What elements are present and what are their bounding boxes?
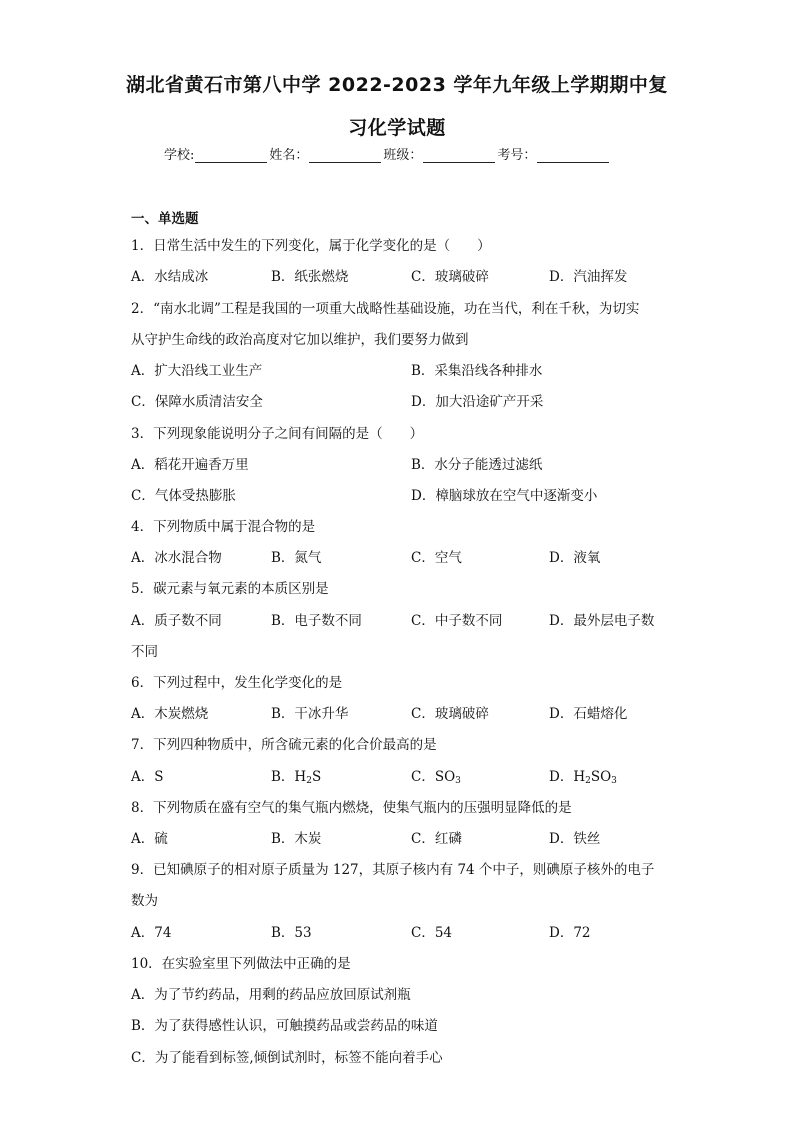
option-b: B．纸张燃烧 (271, 269, 349, 285)
option-a: A．扩大沿线工业生产 (131, 363, 263, 379)
option-c: C．玻璃破碎 (411, 706, 489, 722)
exam-title-line1: 湖北省黄石市第八中学 2022-2023 学年九年级上学期期中复 (126, 74, 668, 96)
option-c: C．保障水质清洁安全 (131, 394, 263, 410)
option-d: D．樟脑球放在空气中逐渐变小 (411, 488, 598, 504)
question-stem: 6．下列过程中，发生化学变化的是 (131, 675, 343, 691)
section-title: 一、单选题 (131, 211, 199, 227)
question-stem: 10．在实验室里下列做法中正确的是 (131, 956, 351, 972)
question-stem: 4．下列物质中属于混合物的是 (131, 519, 316, 535)
option-b: B．水分子能透过滤纸 (411, 457, 543, 473)
option-a: A．硫 (131, 831, 168, 847)
option-d: D．汽油挥发 (549, 269, 628, 285)
option-b: B．电子数不同 (271, 613, 362, 629)
option-d: D．铁丝 (549, 831, 601, 847)
question-stem: 2．“南水北调”工程是我国的一项重大战略性基础设施，功在当代，利在千秋，为切实 (131, 301, 640, 317)
option-b: B．$H_2S$ (271, 769, 322, 786)
class-blank[interactable] (423, 148, 495, 163)
number-blank[interactable] (537, 148, 609, 163)
option-c: C．中子数不同 (411, 613, 503, 629)
exam-title-line2: 习化学试题 (348, 117, 446, 139)
option-a: A．水结成冰 (131, 269, 209, 285)
option-c: C．红磷 (411, 831, 462, 847)
question-stem: 7．下列四种物质中，所含硫元素的化合价最高的是 (131, 737, 437, 753)
option-d: D．液氧 (549, 550, 601, 566)
option-a: A．质子数不同 (131, 613, 222, 629)
option-d: D．$H_2SO_3$ (549, 769, 617, 786)
name-label: 姓名： (269, 148, 309, 163)
question-stem: 8．下列物质在盛有空气的集气瓶内燃烧，使集气瓶内的压强明显降低的是 (131, 800, 572, 816)
option-a: A．冰水混合物 (131, 550, 222, 566)
number-label: 考号： (497, 148, 537, 163)
option-c: C．空气 (411, 550, 462, 566)
question-stem: 1．日常生活中发生的下列变化，属于化学变化的是（ ） (131, 238, 491, 254)
question-stem-continued: 从守护生命线的政治高度对它加以维护，我们要努力做到 (131, 332, 469, 348)
name-blank[interactable] (309, 148, 381, 163)
option-b: B．为了获得感性认识，可触摸药品或尝药品的味道 (131, 1018, 438, 1034)
option-a: A．S (131, 769, 164, 785)
question-stem: 5．碳元素与氧元素的本质区别是 (131, 581, 329, 597)
student-info-row (164, 144, 611, 163)
class-label: 班级： (383, 148, 423, 163)
option-a: A．74 (131, 925, 172, 941)
option-c: C．54 (411, 925, 453, 941)
option-b: B．干冰升华 (271, 706, 349, 722)
option-d: D．最外层电子数 (549, 613, 655, 629)
option-b: B．木炭 (271, 831, 322, 847)
school-label: 学校: (164, 148, 195, 163)
option-a: A．为了节约药品，用剩的药品应放回原试剂瓶 (131, 987, 411, 1003)
option-b: B．氮气 (271, 550, 322, 566)
option-a: A．稻花开遍香万里 (131, 457, 249, 473)
option-d: D．72 (549, 925, 591, 941)
question-stem: 9．已知碘原子的相对原子质量为 127，其原子核内有 74 个中子，则碘原子核外的电子 (131, 862, 655, 878)
question-stem: 3．下列现象能说明分子之间有间隔的是（ ） (131, 426, 424, 442)
option-c: C．$SO_3$ (411, 769, 461, 786)
option-a: A．木炭燃烧 (131, 706, 209, 722)
option-c: C．气体受热膨胀 (131, 488, 236, 504)
school-blank[interactable] (195, 148, 267, 163)
option-b: B．采集沿线各种排水 (411, 363, 543, 379)
option-d: D．加大沿途矿产开采 (411, 394, 544, 410)
option-d-continued: 不同 (131, 644, 158, 660)
option-c: C．玻璃破碎 (411, 269, 489, 285)
question-stem-continued: 数为 (131, 893, 158, 909)
option-c: C．为了能看到标签,倾倒试剂时，标签不能向着手心 (131, 1050, 443, 1066)
option-b: B．53 (271, 925, 312, 941)
option-d: D．石蜡熔化 (549, 706, 628, 722)
